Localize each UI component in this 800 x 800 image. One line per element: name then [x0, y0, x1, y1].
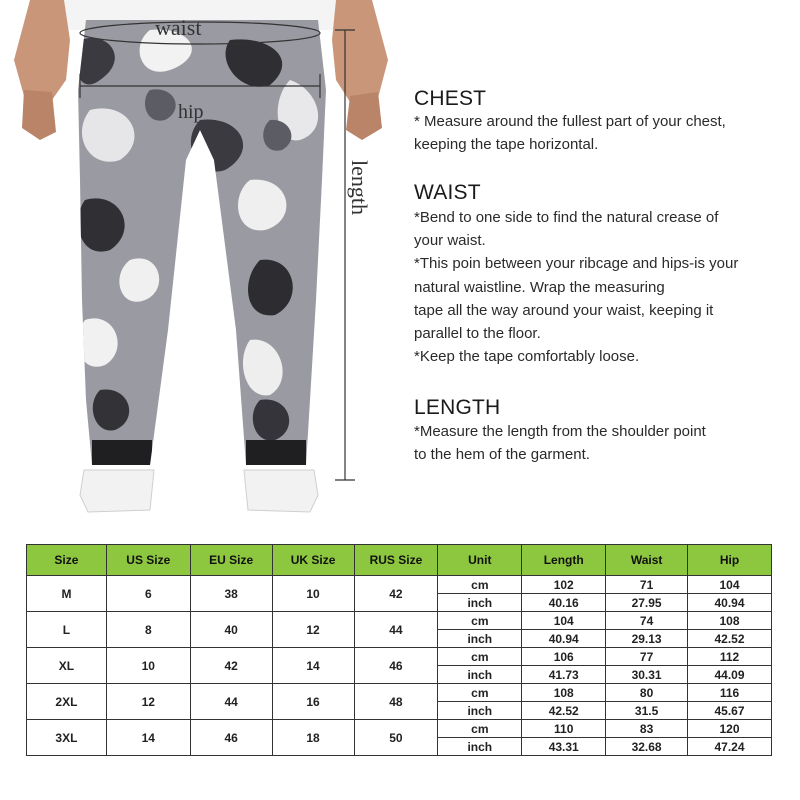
size-cell: L: [27, 612, 107, 648]
length-cell: 41.73: [522, 666, 606, 684]
hip-cell: 44.09: [688, 666, 772, 684]
header-eu-size: EU Size: [190, 545, 272, 576]
waist-line: *Bend to one side to find the natural crease of: [414, 209, 719, 226]
unit-cell: inch: [438, 702, 522, 720]
hip-cell: 108: [688, 612, 772, 630]
uk-size-cell: 18: [272, 720, 354, 756]
us-size-cell: 12: [106, 684, 190, 720]
uk-size-cell: 12: [272, 612, 354, 648]
waist-line: parallel to the floor.: [414, 325, 541, 343]
length-cell: 104: [522, 612, 606, 630]
waist-title: WAIST: [414, 181, 481, 204]
waist-line: tape all the way around your waist, keeping it: [414, 301, 714, 319]
us-size-cell: 6: [106, 576, 190, 612]
us-size-cell: 14: [106, 720, 190, 756]
uk-size-cell: 10: [272, 576, 354, 612]
hip-label: hip: [178, 101, 204, 123]
rus-size-cell: 46: [354, 648, 438, 684]
uk-size-cell: 16: [272, 684, 354, 720]
eu-size-cell: 40: [190, 612, 272, 648]
hip-cell: 104: [688, 576, 772, 594]
header-rus-size: RUS Size: [354, 545, 438, 576]
unit-cell: inch: [438, 666, 522, 684]
hip-cell: 42.52: [688, 630, 772, 648]
hip-cell: 112: [688, 648, 772, 666]
size-cell: XL: [27, 648, 107, 684]
waist-cell: 30.31: [606, 666, 688, 684]
size-cell: 3XL: [27, 720, 107, 756]
unit-cell: inch: [438, 630, 522, 648]
length-label: length: [347, 160, 372, 215]
eu-size-cell: 42: [190, 648, 272, 684]
header-us-size: US Size: [106, 545, 190, 576]
waist-line: *Keep the tape comfortably loose.: [414, 348, 640, 366]
table-row: [27, 720, 772, 738]
header-hip: Hip: [688, 545, 772, 576]
size-chart-table: [26, 544, 772, 756]
unit-cell: cm: [438, 684, 522, 702]
chest-description: [414, 110, 794, 156]
hip-cell: 47.24: [688, 738, 772, 756]
camo-pants-illustration: [0, 0, 400, 515]
uk-size-cell: 14: [272, 648, 354, 684]
length-line: to the hem of the garment.: [414, 446, 590, 464]
rus-size-cell: 44: [354, 612, 438, 648]
rus-size-cell: 42: [354, 576, 438, 612]
waist-label: waist: [155, 15, 202, 40]
unit-cell: cm: [438, 612, 522, 630]
waist-line: your waist.: [414, 232, 486, 250]
waist-line: *This poin between your ribcage and hips-is your: [414, 255, 739, 273]
size-cell: 2XL: [27, 684, 107, 720]
unit-cell: cm: [438, 648, 522, 666]
length-cell: 108: [522, 684, 606, 702]
eu-size-cell: 44: [190, 684, 272, 720]
length-title: LENGTH: [414, 396, 501, 419]
hip-cell: 45.67: [688, 702, 772, 720]
waist-cell: 83: [606, 720, 688, 738]
us-size-cell: 10: [106, 648, 190, 684]
table-row: [27, 648, 772, 666]
table-row: [27, 612, 772, 630]
length-cell: 40.16: [522, 594, 606, 612]
waist-cell: 80: [606, 684, 688, 702]
length-description: [414, 420, 794, 466]
table-row: [27, 684, 772, 702]
product-photo: [0, 0, 400, 515]
chest-line: * Measure around the fullest part of your chest,: [414, 113, 726, 130]
header-size: Size: [27, 545, 107, 576]
waist-cell: 74: [606, 612, 688, 630]
header-length: Length: [522, 545, 606, 576]
waist-cell: 27.95: [606, 594, 688, 612]
waist-cell: 31.5: [606, 702, 688, 720]
chest-title: CHEST: [414, 87, 487, 110]
header-unit: Unit: [438, 545, 522, 576]
waist-line: natural waistline. Wrap the measuring: [414, 278, 665, 296]
unit-cell: inch: [438, 738, 522, 756]
length-cell: 106: [522, 648, 606, 666]
hip-cell: 40.94: [688, 594, 772, 612]
size-cell: M: [27, 576, 107, 612]
hip-cell: 120: [688, 720, 772, 738]
unit-cell: inch: [438, 594, 522, 612]
waist-description: [414, 206, 794, 368]
rus-size-cell: 48: [354, 684, 438, 720]
waist-cell: 29.13: [606, 630, 688, 648]
rus-size-cell: 50: [354, 720, 438, 756]
header-waist: Waist: [606, 545, 688, 576]
table-row: [27, 576, 772, 594]
us-size-cell: 8: [106, 612, 190, 648]
length-cell: 102: [522, 576, 606, 594]
length-cell: 42.52: [522, 702, 606, 720]
length-cell: 43.31: [522, 738, 606, 756]
waist-cell: 32.68: [606, 738, 688, 756]
chest-line: keeping the tape horizontal.: [414, 136, 599, 154]
length-cell: 40.94: [522, 630, 606, 648]
header-uk-size: UK Size: [272, 545, 354, 576]
waist-cell: 77: [606, 648, 688, 666]
eu-size-cell: 46: [190, 720, 272, 756]
length-cell: 110: [522, 720, 606, 738]
eu-size-cell: 38: [190, 576, 272, 612]
length-line: *Measure the length from the shoulder point: [414, 423, 706, 440]
unit-cell: cm: [438, 576, 522, 594]
unit-cell: cm: [438, 720, 522, 738]
hip-cell: 116: [688, 684, 772, 702]
table-header-row: [27, 545, 772, 576]
waist-cell: 71: [606, 576, 688, 594]
